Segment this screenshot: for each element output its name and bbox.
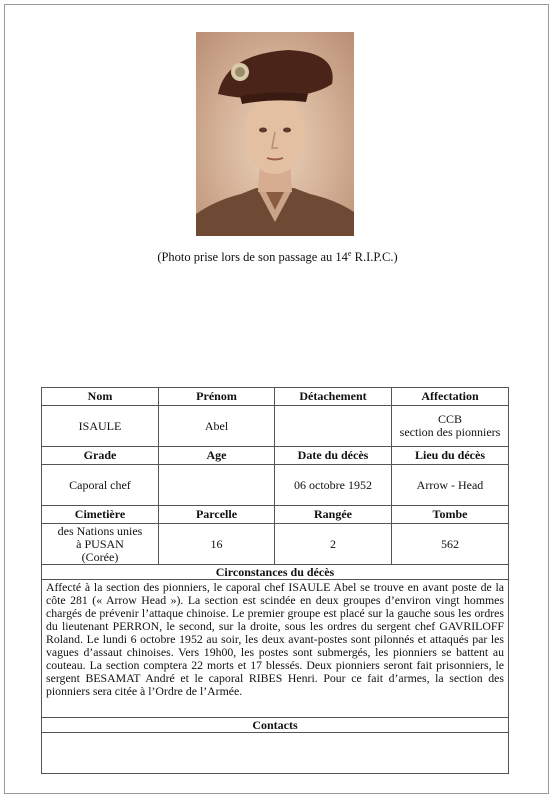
affectation-line-2: section des pionniers <box>399 425 501 439</box>
header-tombe: Tombe <box>392 506 509 524</box>
circonstances-title: Circonstances du décès <box>42 565 509 580</box>
header-rangee: Rangée <box>275 506 392 524</box>
value-date-deces: 06 octobre 1952 <box>275 465 392 506</box>
value-row-3 <box>42 524 509 565</box>
value-row-1 <box>42 406 509 447</box>
circonstances-title-row <box>42 565 509 580</box>
value-age <box>159 465 275 506</box>
cimetiere-line-3: (Corée) <box>81 549 119 564</box>
header-cimetiere: Cimetière <box>42 506 159 524</box>
value-affectation <box>392 406 509 447</box>
value-tombe: 562 <box>392 524 509 565</box>
header-lieu-deces: Lieu du décès <box>392 447 509 465</box>
value-cimetiere <box>42 524 159 565</box>
header-row-2 <box>42 447 509 465</box>
header-grade: Grade <box>42 447 159 465</box>
header-parcelle: Parcelle <box>159 506 275 524</box>
affectation-line-1: CCB <box>437 412 462 426</box>
header-affectation: Affectation <box>392 388 509 406</box>
circonstances-text: Affecté à la section des pionniers, le caporal chef ISAULE Abel se trouve en avant poste de la côte 281 (« Arrow Head »). La section est scindée en deux groupes d’environ vingt hommes chargés de prévenir l’attaque chinoise. Le premier groupe est placé sur la gauche sous les ordres du lieutenant PERRON, le second, sur la droite, sous les ordres du sergent chef GAVRILOFF Roland. Le lundi 6 octobre 1952 au soir, les deux avant-postes sont pilonnés et attaqués par les vagues d’assaut chinoises. Vers 19h00, les postes sont submergés, les pionniers se battent au couteau. La section comptera 22 morts et 17 blessés. Deux pionniers seront fait prisonniers, le sergent BESAMAT André et le caporal RIBES Henri. Pour ce fait d’armes, la section des pionniers sera citée à l’Ordre de l’Armée. <box>42 580 509 718</box>
value-row-2 <box>42 465 509 506</box>
value-rangee: 2 <box>275 524 392 565</box>
value-grade: Caporal chef <box>42 465 159 506</box>
caption-text: (Photo prise lors de son passage au 14 <box>157 250 348 265</box>
contacts-title-row <box>42 718 509 733</box>
header-prenom: Prénom <box>159 388 275 406</box>
caption-superscript: e <box>347 249 352 258</box>
caption-text-end: R.I.P.C.) <box>351 250 398 265</box>
header-age: Age <box>159 447 275 465</box>
cimetiere-line-1: des Nations unies <box>57 523 143 538</box>
portrait-silhouette-icon <box>196 32 354 236</box>
header-row-1 <box>42 388 509 406</box>
circonstances-text-row <box>42 580 509 718</box>
contacts-title: Contacts <box>42 718 509 733</box>
value-lieu-deces: Arrow - Head <box>392 465 509 506</box>
record-table <box>41 387 509 774</box>
portrait-photo <box>196 32 354 236</box>
value-parcelle: 16 <box>159 524 275 565</box>
cimetiere-line-2: à PUSAN <box>76 536 124 551</box>
header-row-3 <box>42 506 509 524</box>
value-detachement <box>275 406 392 447</box>
value-prenom: Abel <box>159 406 275 447</box>
header-detachement: Détachement <box>275 388 392 406</box>
contacts-text <box>42 733 509 774</box>
header-date-deces: Date du décès <box>275 447 392 465</box>
photo-caption <box>0 249 555 265</box>
header-nom: Nom <box>42 388 159 406</box>
value-nom: ISAULE <box>42 406 159 447</box>
contacts-text-row <box>42 733 509 774</box>
